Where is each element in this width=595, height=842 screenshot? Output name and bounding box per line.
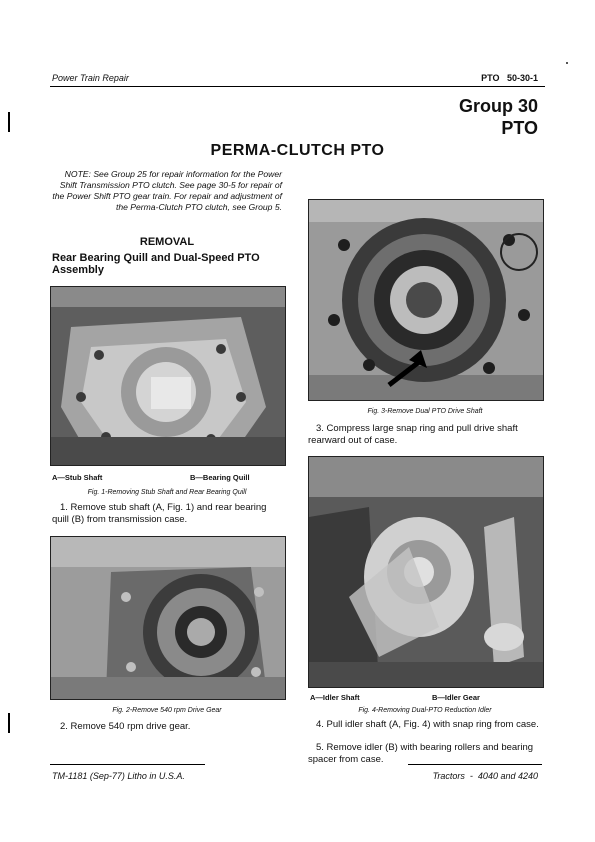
step-3: 3. Compress large snap ring and pull drive shaft rearward out of case. bbox=[308, 423, 518, 446]
note-paragraph: NOTE: See Group 25 for repair information for the Power Shift Transmission PTO clutch. See page 30-5 for repair of the Power Shift PTO gear train. For repair and adjustment of the Perma-Clutch PTO clutch, see Group 5. bbox=[52, 169, 282, 212]
header-section: Power Train Repair bbox=[52, 73, 129, 83]
page-title: PERMA-CLUTCH PTO bbox=[210, 142, 385, 159]
step-1: 1. Remove stub shaft (A, Fig. 1) and rear bearing quill (B) from transmission case. bbox=[52, 502, 267, 525]
figure-3-caption: Fig. 3-Remove Dual PTO Drive Shaft bbox=[367, 408, 483, 415]
step-5: 5. Remove idler (B) with bearing rollers and bearing spacer from case. bbox=[308, 742, 534, 765]
footer-rule-left bbox=[50, 764, 205, 765]
subheading: Rear Bearing Quill and Dual-Speed PTO Assembly bbox=[52, 252, 260, 276]
step-4: 4. Pull idler shaft (A, Fig. 4) with snap ring from case. bbox=[316, 719, 539, 730]
margin-mark-top bbox=[8, 112, 10, 132]
group-name: PTO bbox=[501, 118, 538, 138]
footer-rule-right bbox=[408, 764, 542, 765]
figure-2-caption: Fig. 2-Remove 540 rpm Drive Gear bbox=[112, 707, 222, 714]
removal-heading: REMOVAL bbox=[139, 236, 195, 248]
figure-1-label-b: B—Bearing Quill bbox=[190, 473, 250, 482]
figure-4-label-a: A—Idler Shaft bbox=[310, 693, 360, 702]
figure-4-photo bbox=[308, 456, 544, 688]
figure-1-photo bbox=[50, 286, 286, 466]
figure-1-label-a: A—Stub Shaft bbox=[52, 473, 103, 482]
figure-2-photo bbox=[50, 536, 286, 700]
figure-1-caption: Fig. 1-Removing Stub Shaft and Rear Bearing Quill bbox=[87, 489, 247, 496]
margin-mark-bottom bbox=[8, 713, 10, 733]
figure-3-photo bbox=[308, 199, 544, 401]
figure-4-label-b: B—Idler Gear bbox=[432, 693, 480, 702]
footer-left: TM-1181 (Sep-77) Litho in U.S.A. bbox=[52, 771, 185, 781]
header-rule bbox=[50, 86, 545, 87]
step-2: 2. Remove 540 rpm drive gear. bbox=[60, 721, 191, 732]
group-number: Group 30 bbox=[458, 96, 538, 116]
header-page-ref: PTO 50-30-1 bbox=[481, 73, 538, 83]
figure-4-caption: Fig. 4-Removing Dual-PTO Reduction Idler bbox=[358, 707, 492, 714]
scan-speck bbox=[566, 62, 568, 64]
footer-right: Tractors - 4040 and 4240 bbox=[432, 771, 538, 781]
